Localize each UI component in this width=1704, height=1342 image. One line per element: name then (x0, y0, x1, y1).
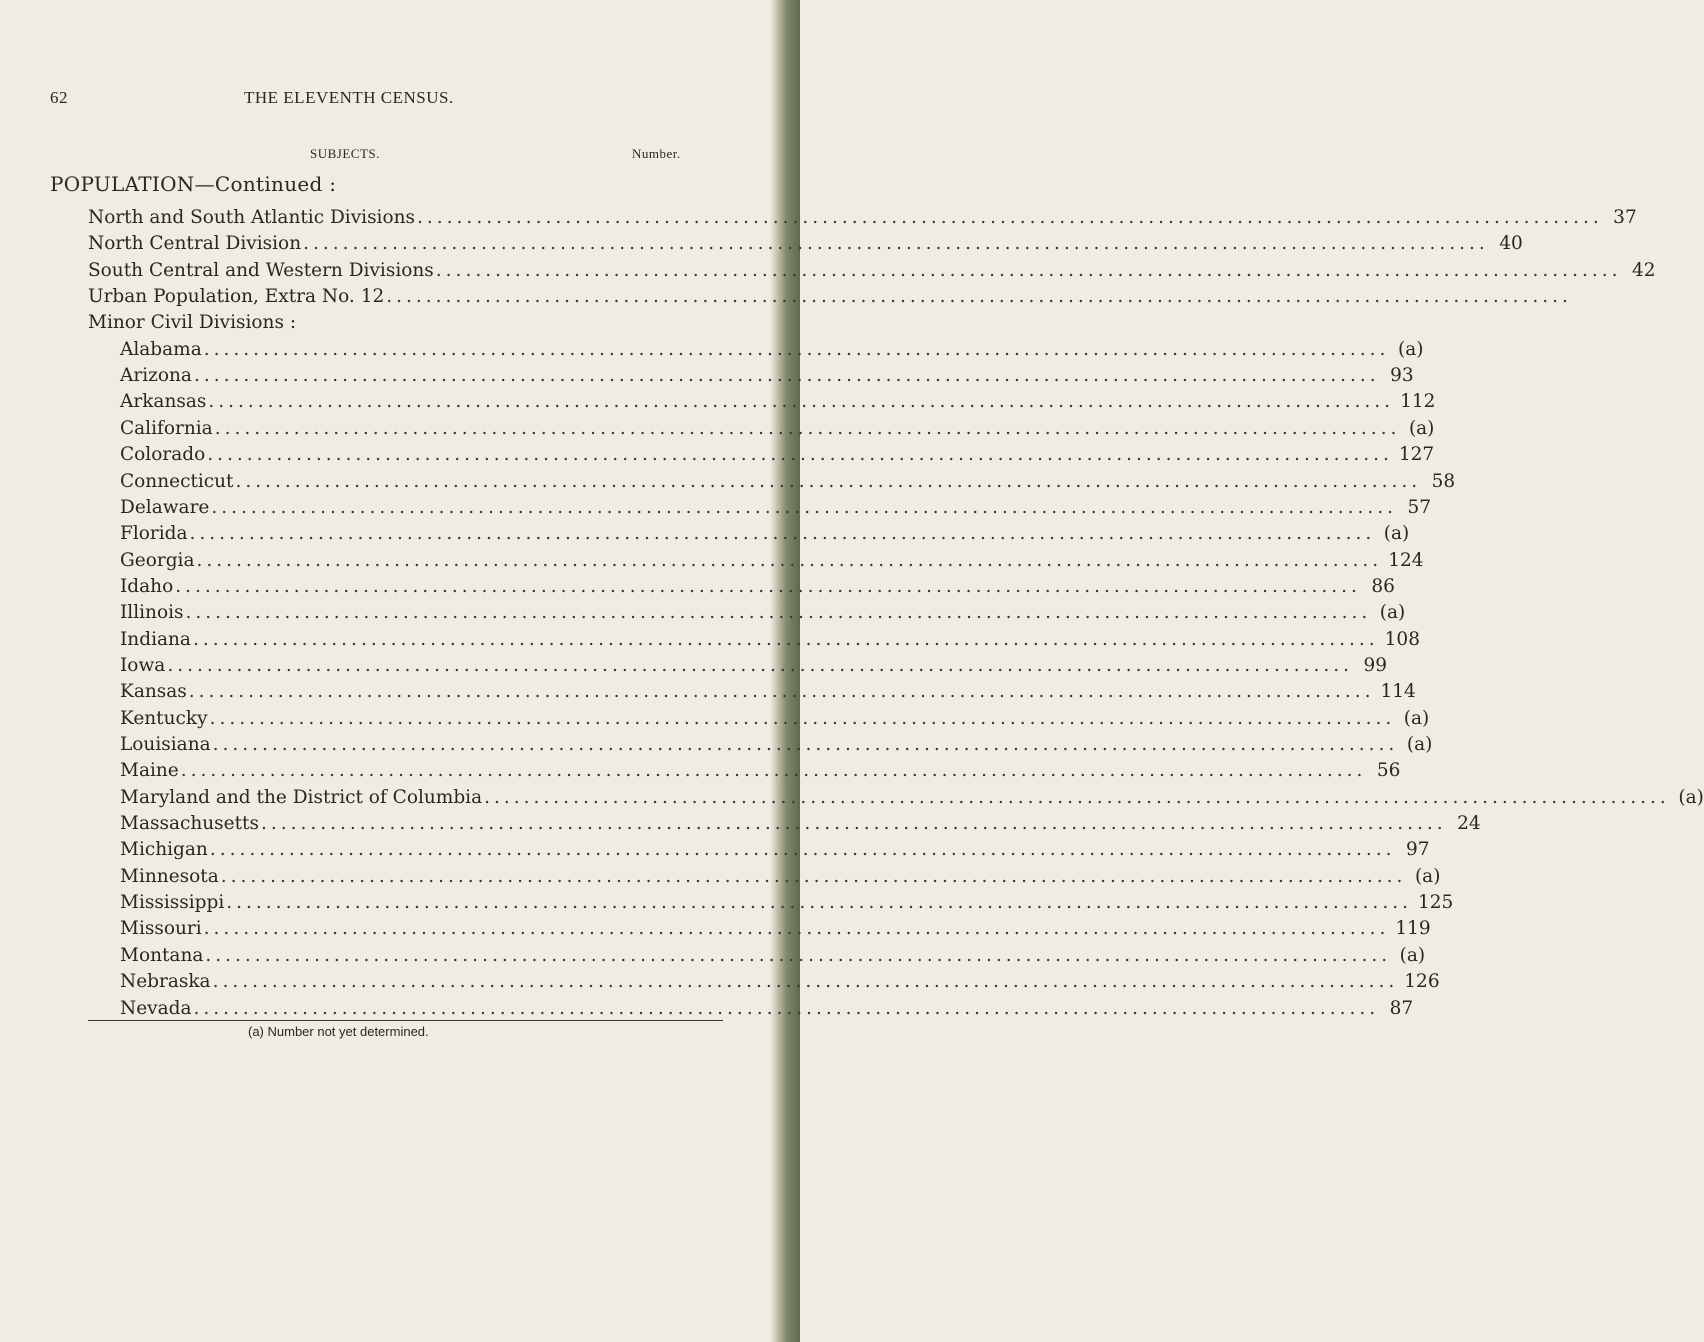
row-number: 126 (1404, 971, 1440, 993)
dot-leader: ........................................................................................................................ (175, 575, 1361, 597)
row-number: (a) (1678, 786, 1704, 808)
row-number: (a) (1383, 523, 1410, 545)
dot-leader: ........................................................................................................................ (211, 496, 1398, 518)
subject-row (88, 231, 1523, 257)
state-row (120, 442, 1435, 468)
state-row (120, 837, 1430, 863)
dot-leader: ........................................................................................................................ (261, 813, 1447, 835)
state-row (120, 890, 1454, 916)
row-label: Massachusetts (120, 813, 259, 835)
row-label: North Central Division (88, 233, 302, 255)
state-row (120, 864, 1441, 890)
footnote: (a) Number not yet determined. (248, 1024, 429, 1039)
row-label: Arizona (120, 365, 192, 387)
dot-leader: ........................................................................................................................ (212, 971, 1399, 993)
dot-leader: ........................................................................................................................ (207, 444, 1393, 466)
state-row (120, 679, 1416, 705)
subject-row (88, 310, 723, 336)
state-row (120, 943, 1426, 969)
row-label: Colorado (120, 444, 206, 466)
state-row (120, 600, 1406, 626)
row-label: Alabama (120, 338, 202, 360)
row-label: Maryland and the District of Columbia (120, 786, 483, 808)
row-label: Connecticut (120, 470, 234, 492)
row-label: Michigan (120, 839, 208, 861)
row-number: 127 (1398, 444, 1435, 466)
state-row (120, 758, 1401, 784)
row-label: Delaware (120, 496, 210, 518)
page-number: 62 (50, 88, 68, 107)
state-row (120, 627, 1420, 653)
row-number: 99 (1363, 654, 1387, 676)
row-number: 40 (1499, 233, 1523, 255)
row-label: Illinois (120, 602, 184, 624)
state-row (120, 732, 1433, 758)
footnote-rule (88, 1020, 723, 1021)
row-label: Nebraska (120, 971, 211, 993)
row-number: (a) (1379, 602, 1406, 624)
row-label: Arkansas (120, 391, 207, 413)
dot-leader: ........................................................................................................................ (209, 839, 1396, 861)
row-number: 86 (1371, 575, 1395, 597)
dot-leader: ........................................................................................................................ (303, 233, 1489, 255)
row-number: 112 (1400, 391, 1436, 413)
dot-leader: ........................................................................................................................ (205, 944, 1392, 966)
subject-row (88, 258, 1656, 284)
state-row (120, 969, 1440, 995)
dot-leader: ........................................................................................................................ (484, 786, 1670, 808)
row-number: 108 (1384, 628, 1420, 650)
row-label: Iowa (120, 654, 166, 676)
dot-leader: ........................................................................................................................ (209, 707, 1396, 729)
section-title: POPULATION—Continued : (50, 172, 337, 196)
row-number: 119 (1395, 918, 1431, 940)
row-number: 97 (1405, 839, 1430, 861)
dot-leader: ........................................................................................................................ (188, 681, 1375, 703)
state-row (120, 811, 1481, 837)
row-label: Urban Population, Extra No. 12 (88, 286, 385, 308)
row-label: Maine (120, 760, 179, 782)
dot-leader: ........................................................................................................................ (203, 918, 1390, 940)
dot-leader: ........................................................................................................................ (192, 628, 1379, 650)
row-label: Louisiana (120, 734, 211, 755)
subject-row (88, 284, 1572, 310)
subject-row (88, 205, 1637, 231)
row-label: Kentucky (120, 707, 208, 729)
dot-leader: ........................................................................................................................ (185, 602, 1372, 624)
dot-leader: ........................................................................................................................ (203, 338, 1390, 360)
state-row (120, 469, 1456, 495)
row-number: (a) (1399, 944, 1426, 966)
row-number: (a) (1406, 734, 1433, 755)
row-label: Kansas (120, 681, 187, 703)
running-title: THE ELEVENTH CENSUS. (244, 88, 454, 107)
dot-leader: ........................................................................................................................ (226, 892, 1412, 914)
row-number: 37 (1613, 207, 1637, 228)
row-number: 124 (1388, 549, 1424, 571)
state-row (120, 521, 1410, 547)
column-headers (0, 146, 770, 166)
dot-leader: ........................................................................................................................ (386, 286, 1572, 308)
dot-leader: ........................................................................................................................ (214, 417, 1401, 439)
dot-leader: ........................................................................................................................ (196, 549, 1383, 571)
state-row (120, 495, 1432, 521)
dot-leader: ........................................................................................................................ (435, 259, 1622, 281)
subjects-column-header: SUBJECTS. (310, 146, 380, 161)
row-number: (a) (1403, 707, 1430, 729)
row-number: 87 (1389, 997, 1414, 1019)
state-row (120, 548, 1424, 574)
dot-leader: ........................................................................................................................ (189, 523, 1376, 545)
row-number: 93 (1390, 365, 1414, 387)
state-row (120, 416, 1435, 442)
row-label: Mississippi (120, 892, 225, 914)
row-number: 56 (1376, 760, 1401, 782)
row-number: (a) (1397, 338, 1424, 360)
page-header (0, 88, 770, 112)
row-label: Montana (120, 944, 204, 966)
dot-leader: ........................................................................................................................ (208, 391, 1395, 413)
row-number: (a) (1408, 417, 1435, 439)
dot-leader: ........................................................................................................................ (220, 865, 1407, 887)
row-number: 42 (1631, 259, 1656, 281)
row-label: Nevada (120, 997, 192, 1019)
dot-leader: ........................................................................................................................ (193, 997, 1380, 1019)
row-number: (a) (1414, 865, 1441, 887)
state-row (120, 916, 1431, 942)
row-label: Minnesota (120, 865, 219, 887)
dot-leader: ........................................................................................................................ (167, 654, 1353, 676)
state-row (120, 363, 1414, 389)
row-label: Missouri (120, 918, 202, 940)
dot-leader: ........................................................................................................................ (235, 470, 1422, 492)
row-number: 58 (1431, 470, 1456, 492)
state-row (120, 653, 1387, 679)
state-row (120, 785, 1704, 811)
row-number: 24 (1457, 813, 1481, 835)
row-label: Idaho (120, 575, 174, 597)
state-row (120, 337, 1424, 363)
row-label: Florida (120, 523, 188, 545)
dot-leader: ........................................................................................................................ (417, 207, 1603, 228)
row-number: 114 (1380, 681, 1416, 703)
state-row (120, 389, 1436, 415)
row-number: 125 (1417, 892, 1454, 914)
state-row (120, 574, 1395, 600)
dot-leader: ........................................................................................................................ (180, 760, 1367, 782)
row-label: Georgia (120, 549, 195, 571)
state-row (120, 996, 1414, 1022)
number-column-header: Number. (632, 146, 681, 161)
dot-leader: ........................................................................................................................ (193, 365, 1380, 387)
row-number: 57 (1407, 496, 1432, 518)
row-label: California (120, 417, 213, 439)
row-label: Minor Civil Divisions : (88, 312, 297, 334)
state-row (120, 706, 1430, 732)
dot-leader: ........................................................................................................................ (212, 734, 1399, 755)
row-label: North and South Atlantic Divisions (88, 207, 416, 228)
row-label: South Central and Western Divisions (88, 259, 434, 281)
row-label: Indiana (120, 628, 191, 650)
